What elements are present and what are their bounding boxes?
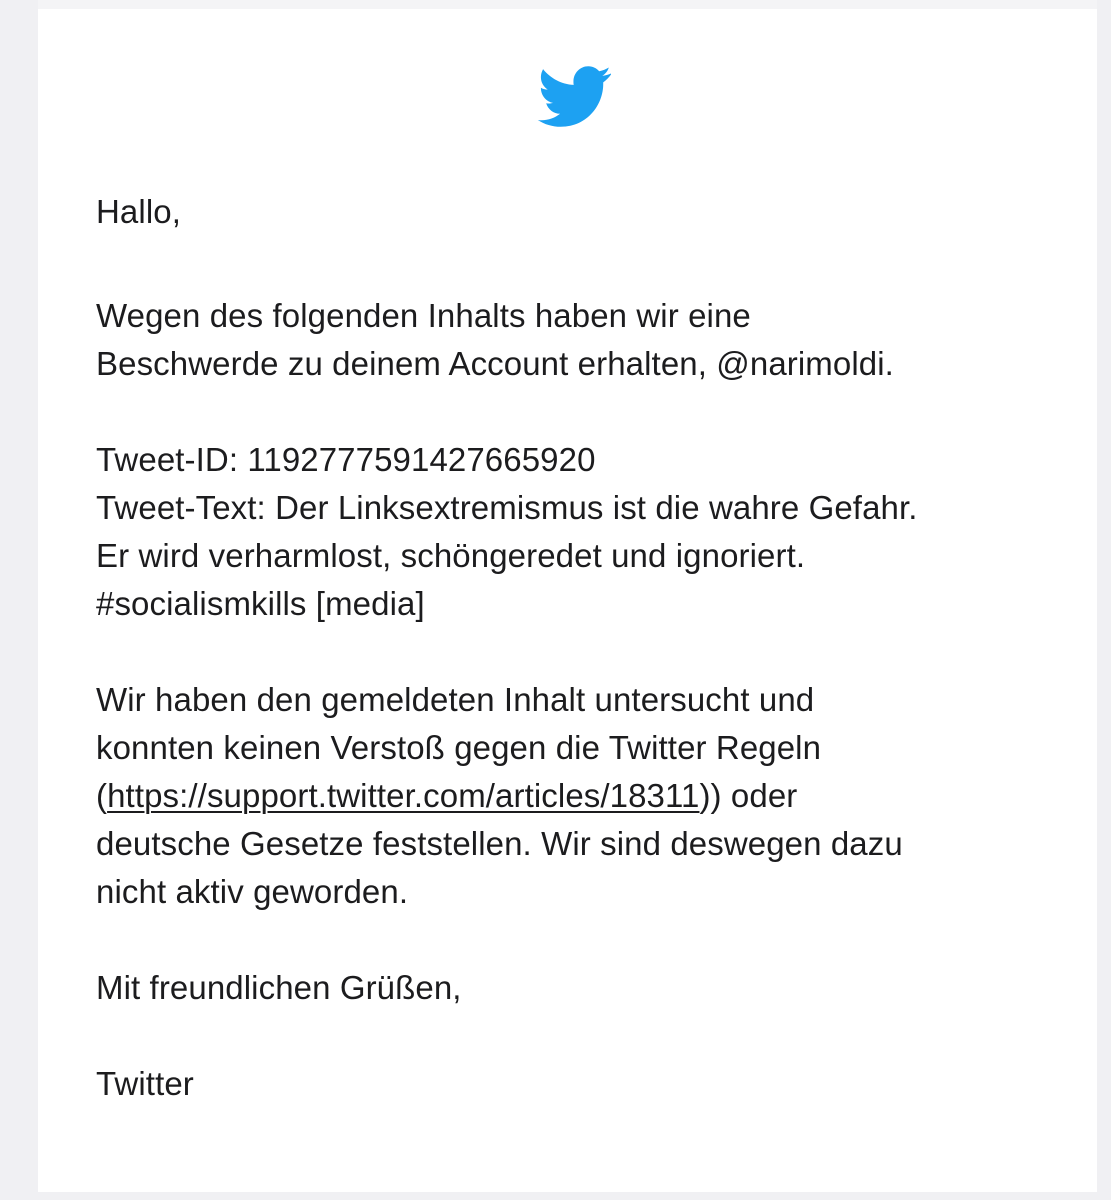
result-line-4: deutsche Gesetze feststellen. Wir sind deswegen dazu [96, 825, 903, 862]
tweet-details [96, 436, 1056, 628]
spacer [96, 236, 1056, 292]
closing: Mit freundlichen Grüßen, [96, 969, 462, 1006]
result-line-2: konnten keinen Verstoß gegen die Twitter Regeln [96, 729, 822, 766]
spacer [96, 388, 1056, 436]
result-line-5: nicht aktiv geworden. [96, 873, 409, 910]
paren-open: ( [96, 777, 108, 814]
tweet-text-line-1: Tweet-Text: Der Linksextremismus ist die wahre Gefahr. [96, 489, 918, 526]
tweet-text-line-2: Er wird verharmlost, schöngeredet und ignoriert. [96, 537, 806, 574]
result-line-1: Wir haben den gemeldeten Inhalt untersucht und [96, 681, 815, 718]
result-line-3 [96, 772, 1056, 820]
twitter-bird-icon [537, 66, 613, 128]
email-body [96, 188, 1056, 1108]
intro-line-2: Beschwerde zu deinem Account erhalten, @narimoldi. [96, 345, 894, 382]
top-strip [38, 0, 1097, 9]
greeting: Hallo, [96, 193, 181, 230]
spacer [96, 1012, 1056, 1060]
spacer [96, 628, 1056, 676]
intro-line-1: Wegen des folgenden Inhalts haben wir eine [96, 297, 751, 334]
signature: Twitter [96, 1065, 194, 1102]
tweet-id: Tweet-ID: 1192777591427665920 [96, 441, 596, 478]
rules-link[interactable]: https://support.twitter.com/articles/18311 [107, 777, 700, 814]
paren-close: )) oder [699, 777, 798, 814]
spacer [96, 916, 1056, 964]
intro-paragraph [96, 292, 1056, 388]
tweet-text-line-3: #socialismkills [media] [96, 585, 425, 622]
result-paragraph [96, 676, 1056, 916]
